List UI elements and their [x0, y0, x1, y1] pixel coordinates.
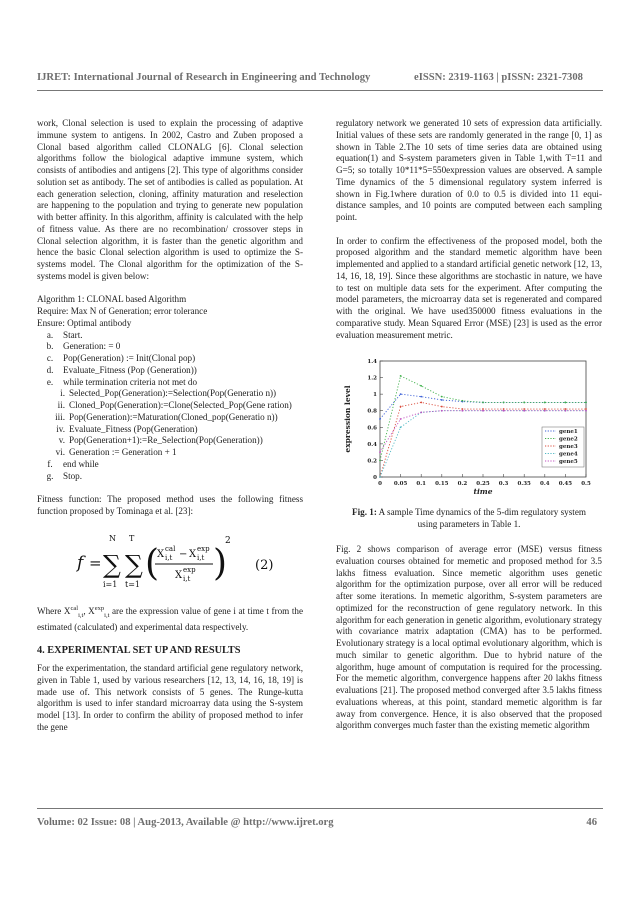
data-point-gene3	[400, 406, 402, 408]
data-point-gene1	[441, 399, 443, 401]
svg-text:=: =	[89, 554, 102, 573]
x-tick-label: 0.45	[558, 481, 573, 487]
data-point-gene2	[462, 400, 464, 402]
data-point-gene1	[400, 393, 402, 395]
data-point-gene2	[400, 375, 402, 377]
section-heading: 4. EXPERIMENTAL SET UP AND RESULTS	[37, 645, 241, 657]
y-axis-label: expression level	[343, 385, 352, 453]
algorithm-step: v. Pop(Generation+1):=Re_Selection(Pop(Generation))	[58, 435, 263, 446]
page-number: 46	[586, 817, 597, 828]
data-point-gene2	[420, 385, 422, 387]
algorithm-step: a. Start.	[46, 329, 83, 340]
data-point-gene3	[585, 408, 587, 410]
data-point-gene3	[523, 408, 525, 410]
legend-label-gene1: gene1	[559, 429, 578, 435]
footer-rule	[37, 808, 603, 809]
header-rule	[37, 90, 603, 91]
y-tick-label: 0.2	[367, 458, 377, 465]
algorithm-step: ii. Cloned_Pop(Generation):=Clone(Selected_Pop(Gene ration)	[57, 400, 292, 410]
figure-1	[336, 353, 602, 501]
x-tick-label: 0.5	[581, 481, 591, 487]
algorithm-ensure: Ensure: Optimal antibody	[37, 317, 132, 328]
algorithm-steps	[37, 330, 303, 389]
where-text: Where $X^{cal}_{i,t}$, $X^{exp}_{i,t}$ are the expression value of gene i at time t from the estimated (calculated) and experimental data respectively.	[37, 605, 303, 632]
footer-text: Volume: 02 Issue: 08 | Aug-2013, Available @ http://www.ijret.org	[37, 817, 334, 828]
data-point-gene3	[503, 408, 505, 410]
data-point-gene5	[523, 410, 525, 412]
svg-text:i=1: i=1	[103, 580, 118, 590]
x-tick-label: 0.1	[416, 481, 426, 487]
algorithm-title: Algorithm 1: CLONAL based Algorithm	[37, 294, 187, 305]
svg-text:−: −	[179, 549, 188, 561]
data-point-gene2	[565, 402, 567, 404]
svg-text:i,t: i,t	[197, 554, 205, 563]
paragraph: In order to confirm the effectiveness of the proposed model, both the proposed algorithm and the standard memetic algorithm have been implemented and applied to a standard artificial genetic network [12, 13, 14, 16, 18, 19]. Since these algorithms are stochastic in nature, we have to test on multiple data sets for the experiment. After computing the model parameters, the microarray data set is regenerated and compared with the original. We have used350000 fitness evaluations in the comparative study. Mean Squared Error (MSE) [23] is used as the error evaluation measurement metric.	[336, 235, 602, 340]
data-point-gene1	[379, 418, 381, 420]
data-point-gene3	[420, 402, 422, 404]
algorithm-step: iii. Pop(Generation):=Maturation(Cloned_pop(Generatio n))	[55, 411, 278, 422]
svg-text:X: X	[189, 549, 197, 561]
paragraph: For the experimentation, the standard artificial gene regulatory network, given in Table 1, used by various researchers [12, 13, 14, 16, 18, 19] is made use of. This network consists of 5 genes. The Runge-kutta algorithm is used to infer standard microarray data using the S-system model [13]. In order to confirm the ability of proposed method to infer the gene	[37, 663, 303, 732]
data-point-gene5	[441, 410, 443, 412]
equation-number: (2)	[255, 558, 274, 574]
algorithm-substeps	[37, 388, 303, 459]
svg-text:∑: ∑	[125, 550, 143, 580]
x-tick-label: 0.15	[435, 481, 449, 487]
data-point-gene5	[565, 410, 567, 412]
algorithm-steps-end	[37, 459, 303, 483]
legend-label-gene4: gene4	[559, 451, 578, 458]
data-point-gene4	[379, 476, 381, 478]
y-tick-label: 1.2	[367, 375, 377, 382]
data-point-gene5	[585, 410, 587, 412]
svg-text:i,t: i,t	[183, 575, 191, 584]
data-point-gene5	[420, 411, 422, 413]
data-point-gene2	[544, 402, 546, 404]
journal-name: IJRET: International Journal of Research in Engineering and Technology	[37, 72, 371, 83]
svg-text:exp: exp	[183, 566, 196, 575]
algorithm-step: iv. Evaluate_Fitness (Pop(Generation)	[56, 423, 198, 434]
fitness-intro: Fitness function: The proposed method uses the following fitness function proposed by Tominaga et al. [23]:	[37, 494, 303, 516]
svg-text:X: X	[175, 570, 183, 582]
data-point-gene5	[544, 410, 546, 412]
y-tick-label: 1.4	[367, 359, 377, 365]
algorithm-step: i. Selected_Pop(Generation):=Selection(Pop(Generatio n))	[60, 388, 277, 399]
data-point-gene2	[441, 396, 443, 398]
y-tick-label: 0.6	[367, 425, 377, 432]
svg-text:(: (	[145, 543, 160, 585]
data-point-gene5	[482, 410, 484, 412]
issn: eISSN: 2319-1163 | pISSN: 2321-7308	[414, 72, 583, 83]
svg-text:N: N	[109, 534, 116, 544]
y-tick-label: 0.8	[367, 408, 377, 415]
paragraph: Fig. 2 shows comparison of average error (MSE) versus fitness evaluation courses obtained for memetic and proposed method for 3.5 lakhs fitness evaluation. Since memetic algorithm uses genetic algorithm for the optimization purpose, over all error will be reduced after some iterations. In memetic algorithm, S-system parameters are optimized for the reconstruction of gene regulatory network. In this algorithm for each generation in genetic algorithm, evolutionary strategy with covariance matrix adaptation (CMA) has to be performed. Evolutionary strategy is a local optimal evolutionary algorithm, which is much similar to genetic algorithm. Due to hybrid nature of the algorithm, huge amount of computation is required for the processing. For the memetic algorithm, convergence happens after 20 lakhs fitness evaluations [21]. The proposed method converged after 3.5 lakhs fitness evaluations whereas, at this point, standard memetic algorithm is far away from convergence. Hence, it is also observed that the proposed algorithm converges much faster than the existing memetic algorithm	[336, 544, 602, 731]
paragraph: work, Clonal selection is used to explain the processing of adaptive immune system to antigens. In 2002, Castro and Zuben proposed a Clonal based algorithm called CLONALG [6]. Clonal selection algorithms follow the biological adaptive immune system, which consists of antibodies and antigens [2]. This type of algorithms consider solution set as antibody. The set of antibodies is called as population. At each generation selection, cloning, affinity maturation and reselection are happening to the population and trying to generate new population with better affinity. In this algorithm, affinity is calculated with the help of fitness value. As there are no recombination/ crossover steps in Clonal selection algorithm, it is faster than the genetic algorithm and hence the basic Clonal selection algorithm is used to optimize the S-systems model. The Clonal algorithm for the optimization of the S-systems model is given below:	[37, 118, 303, 281]
x-tick-label: 0.3	[498, 481, 509, 487]
x-tick-label: 0.25	[476, 481, 490, 487]
x-tick-label: 0	[378, 481, 382, 487]
algorithm-step: b. Generation: = 0	[46, 341, 121, 352]
data-point-gene3	[482, 408, 484, 410]
algorithm-step: c. Pop(Generation) := Init(Clonal pop)	[46, 353, 196, 363]
legend-label-gene2: gene2	[559, 436, 578, 443]
legend-label-gene3: gene3	[559, 444, 578, 450]
data-point-gene2	[379, 460, 381, 462]
y-tick-label: 0.4	[367, 441, 377, 448]
equation-graphic	[37, 529, 303, 595]
data-point-gene3	[544, 408, 546, 410]
data-point-gene5	[503, 410, 505, 412]
data-point-gene2	[523, 402, 525, 404]
svg-text:cal: cal	[165, 545, 176, 554]
algorithm-require: Require: Max N of Generation; error tolerance	[37, 306, 208, 316]
data-point-gene5	[400, 418, 402, 420]
x-tick-label: 0.4	[540, 481, 550, 487]
data-point-gene5	[462, 410, 464, 412]
data-point-gene4	[400, 426, 402, 428]
svg-text:exp: exp	[197, 545, 210, 554]
svg-text:T: T	[129, 534, 135, 544]
x-tick-label: 0.35	[517, 481, 531, 487]
data-point-gene3	[462, 408, 464, 410]
legend-label-gene5: gene5	[559, 459, 578, 465]
x-tick-label: 0.2	[457, 481, 468, 487]
data-point-gene3	[441, 406, 443, 408]
svg-text:): )	[213, 543, 228, 585]
svg-text:i,t: i,t	[165, 554, 173, 563]
page-header	[37, 72, 603, 83]
paragraph: regulatory network we generated 10 sets of expression data artificially. Initial values of these sets are randomly generated in the range [0, 1] as shown in Table 2.The 10 sets of time series data are obtained using equation(1) and S-system parameters given in Table 1,with T=11 and G=5; so totally 10*11*5=550expression values are observed. A sample Time dynamics of the 5 dimensional regulatory system inferred is shown in Fig.1where duration of 0.0 to 0.5 is divided into 11 equi-distance samples, and 10 points are computed between each sampling point.	[336, 118, 602, 222]
svg-text:f: f	[77, 553, 84, 574]
algorithm-step: d. Evaluate_Fitness (Pop (Generation))	[46, 364, 197, 375]
x-axis-label: time	[473, 487, 493, 496]
algorithm-step: vi. Generation := Generation + 1	[55, 447, 177, 457]
algorithm-block	[37, 294, 303, 482]
left-column	[37, 118, 303, 745]
data-point-gene1	[420, 396, 422, 398]
data-point-gene2	[482, 402, 484, 404]
data-point-gene3	[565, 408, 567, 410]
svg-text:2: 2	[225, 536, 231, 547]
right-column	[336, 118, 602, 744]
fitness-equation	[37, 529, 303, 595]
svg-text:X: X	[157, 549, 165, 561]
y-tick-label: 0	[373, 475, 377, 481]
algorithm-step: g. Stop.	[46, 470, 83, 481]
data-point-gene2	[585, 402, 587, 404]
figure-caption: Fig. 1: A sample Time dynamics of the 5-dim regulatory system using parameters in Table 1.	[352, 507, 586, 529]
svg-text:∑: ∑	[103, 550, 121, 580]
algorithm-step: f. end while	[47, 458, 99, 469]
y-tick-label: 1	[373, 392, 377, 399]
page-footer	[37, 817, 603, 828]
data-point-gene5	[379, 451, 381, 453]
algorithm-step: e. while termination criteria not met do	[46, 376, 198, 387]
svg-text:t=1: t=1	[125, 580, 141, 590]
x-tick-label: 0.05	[393, 481, 408, 487]
data-point-gene2	[503, 402, 505, 404]
time-dynamics-chart	[336, 353, 602, 501]
